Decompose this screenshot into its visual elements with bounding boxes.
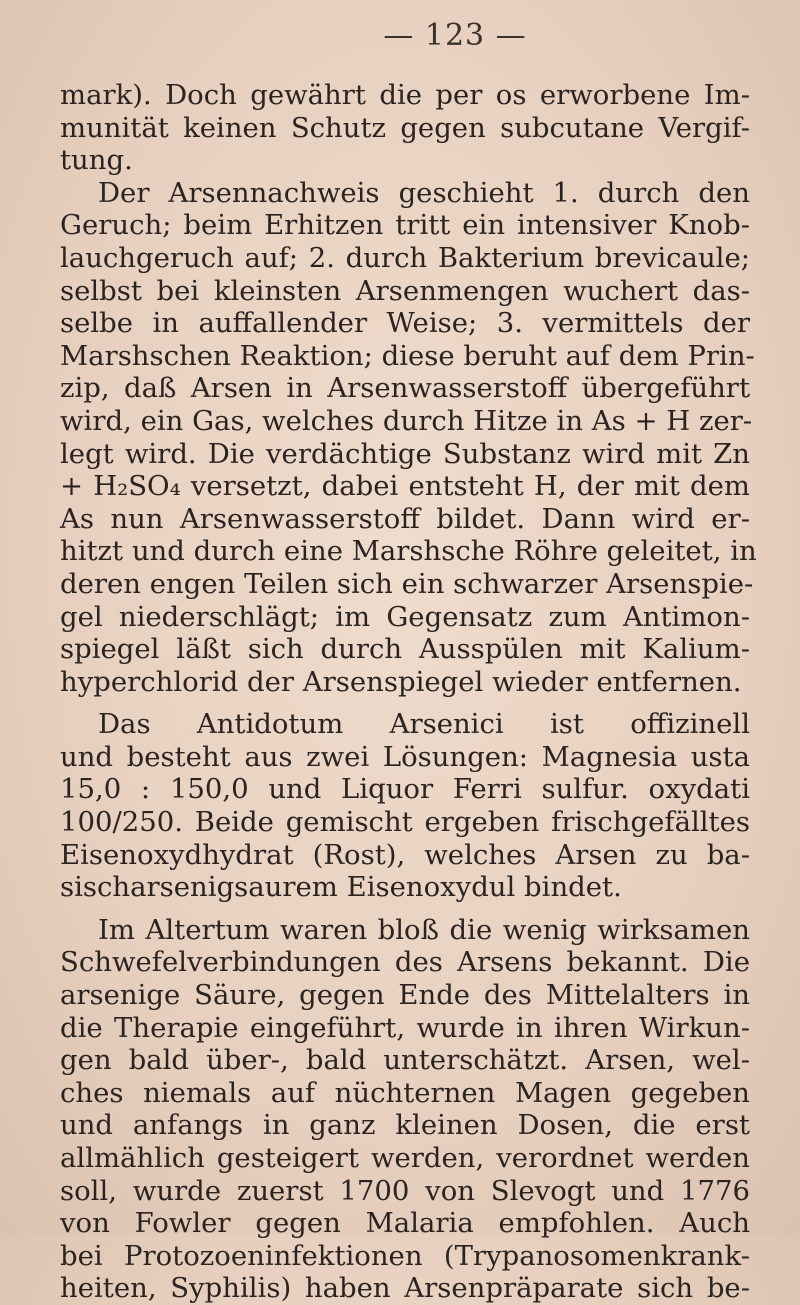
page-number: — 123 — [383, 18, 527, 53]
text-line: Im Altertum waren bloß die wenig wirksamen [98, 913, 750, 946]
text-line: arsenige Säure, gegen Ende des Mittelalters in [60, 979, 750, 1012]
text-line: 100/250. Beide gemischt ergeben frischgefälltes [60, 806, 750, 839]
text-line: gen bald über-, bald unterschätzt. Arsen, wel- [60, 1044, 750, 1077]
text-line: allmählich gesteigert werden, verordnet werden [60, 1142, 750, 1174]
text-line: + H₂SO₄ versetzt, dabei entsteht H, der mit dem [60, 470, 750, 503]
text-line: bei Protozoeninfektionen (Trypanosomenkrank- [60, 1239, 750, 1272]
text-line: Schwefelverbindungen des Arsens bekannt. Die [60, 946, 750, 979]
text-line: spiegel läßt sich durch Ausspülen mit Kalium- [60, 633, 750, 666]
text-line: As nun Arsenwasserstoff bildet. Dann wird er- [60, 502, 750, 535]
text-line: hitzt und durch eine Marshsche Röhre geleitet, in [60, 535, 757, 568]
paragraph-1 [60, 79, 750, 177]
text-line: selbe in auffallender Weise; 3. vermittels der [60, 307, 750, 340]
text-line: und besteht aus zwei Lösungen: Magnesia usta [60, 740, 750, 773]
text-line: Das Antidotum Arsenici ist offizinell [98, 708, 750, 741]
text-line: hyperchlorid der Arsenspiegel wieder entfernen. [60, 665, 742, 698]
text-line: gel niederschlägt; im Gegensatz zum Antimon- [60, 600, 750, 633]
text-line: deren engen Teilen sich ein schwarzer Arsenspie- [60, 567, 754, 600]
text-line: Geruch; beim Erhitzen tritt ein intensiver Knob- [60, 209, 750, 242]
text-line: lauchgeruch auf; 2. durch Bakterium brevicaule; [60, 241, 750, 274]
text-line: heiten, Syphilis) haben Arsenpräparate sich be- [60, 1272, 750, 1305]
text-line: von Fowler gegen Malaria empfohlen. Auch [60, 1207, 750, 1240]
text-line: 15,0 : 150,0 und Liquor Ferri sulfur. oxydati [60, 773, 750, 806]
book-page [60, 18, 757, 1305]
text-line: Der Arsennachweis geschieht 1. durch den [98, 176, 750, 209]
text-line: Eisenoxydhydrat (Rost), welches Arsen zu ba- [60, 838, 750, 871]
text-line: sischarsenigsaurem Eisenoxydul bindet. [60, 871, 622, 904]
paragraph-4 [60, 914, 750, 1305]
text-line: ches niemals auf nüchternen Magen gegeben [60, 1076, 750, 1109]
text-line: legt wird. Die verdächtige Substanz wird mit Zn [60, 437, 750, 470]
paragraph-3 [60, 708, 750, 904]
text-line: die Therapie eingeführt, wurde in ihren Wirkun- [60, 1011, 750, 1044]
text-line: Marshschen Reaktion; diese beruht auf dem Prin- [60, 339, 755, 372]
text-line: mark). Doch gewährt die per os erworbene Im- [60, 79, 750, 111]
text-line: selbst bei kleinsten Arsenmengen wuchert das- [60, 274, 750, 307]
paragraph-2 [60, 176, 757, 699]
text-line: soll, wurde zuerst 1700 von Slevogt und 1776 [60, 1174, 750, 1207]
text-line: wird, ein Gas, welches durch Hitze in As + H zer- [60, 404, 753, 437]
text-line: munität keinen Schutz gegen subcutane Vergif- [60, 111, 750, 144]
text-line: zip, daß Arsen in Arsenwasserstoff übergeführt [60, 372, 750, 405]
text-line: tung. [60, 144, 133, 177]
text-line: und anfangs in ganz kleinen Dosen, die erst [60, 1109, 750, 1142]
